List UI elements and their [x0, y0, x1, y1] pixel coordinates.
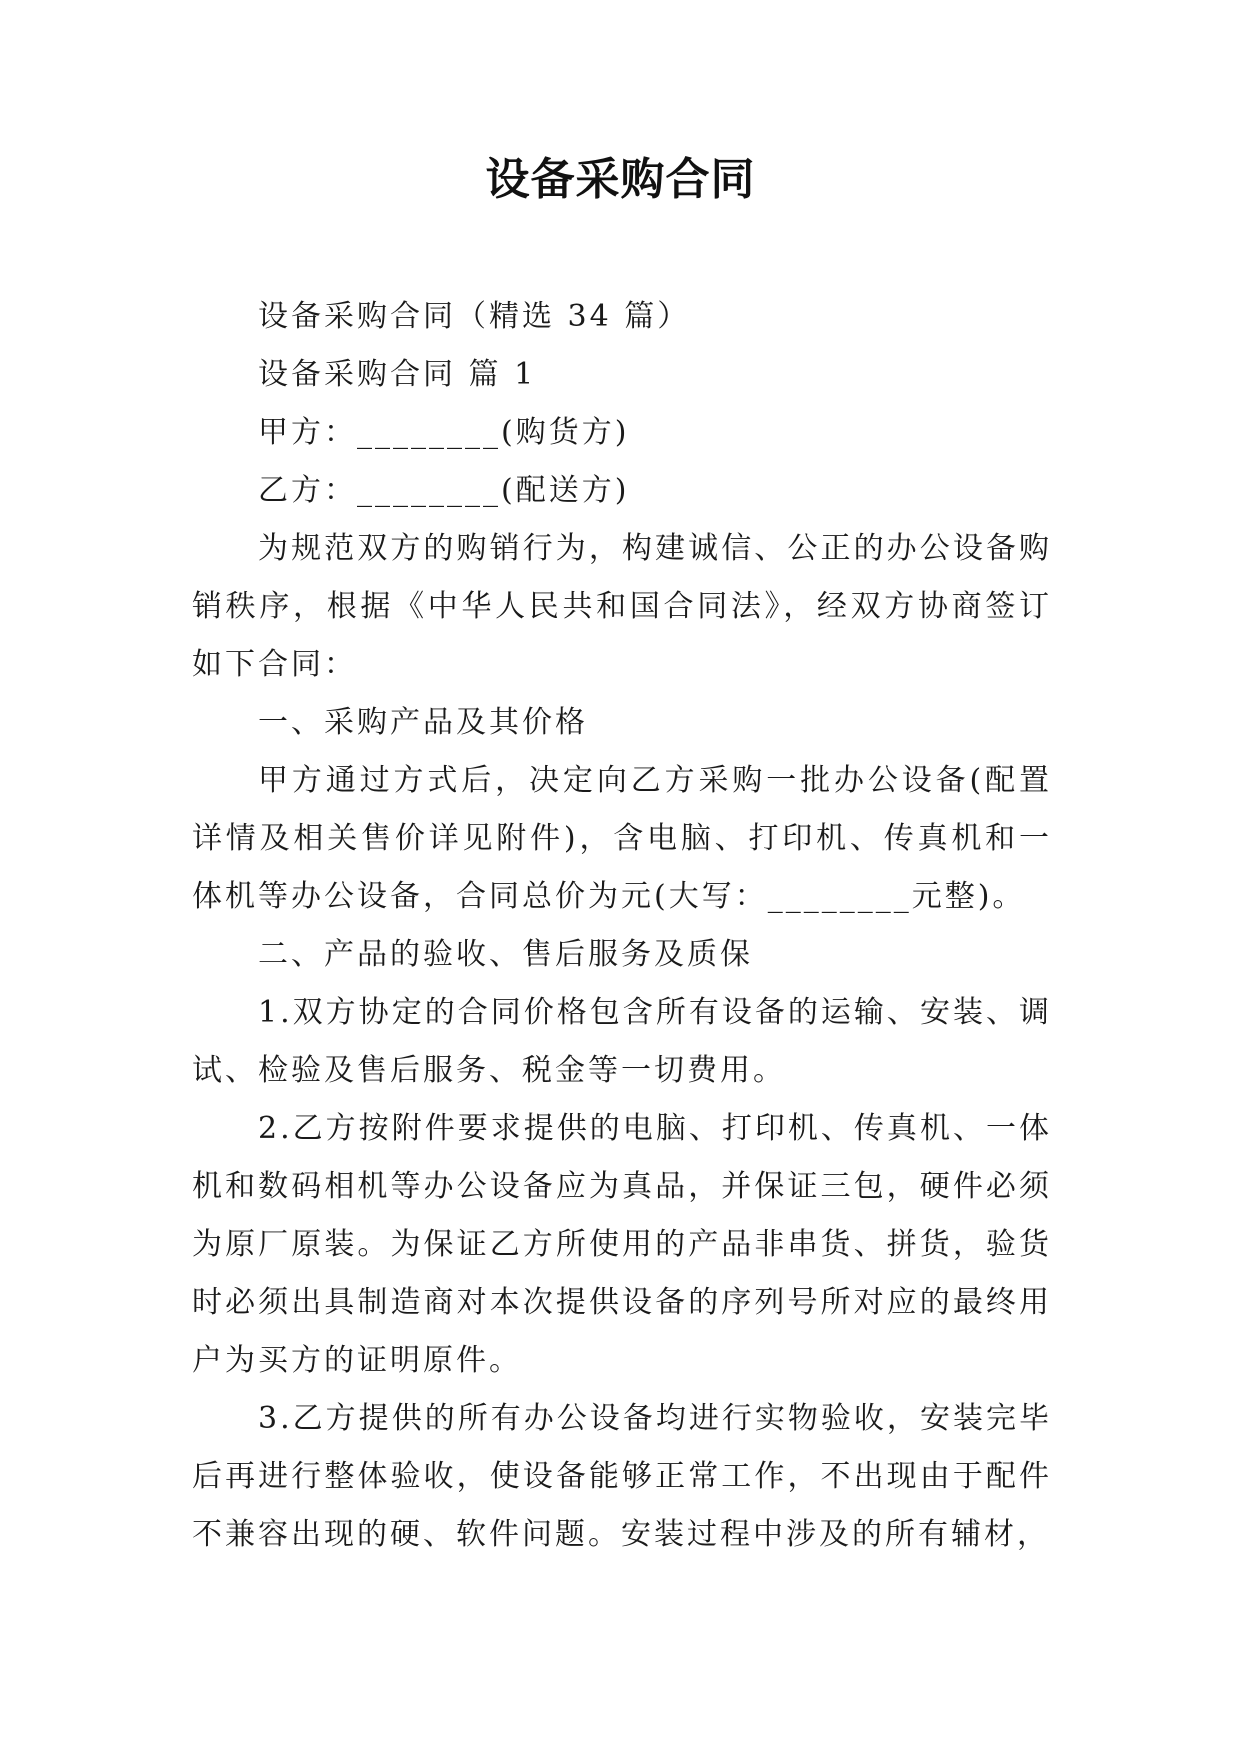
paragraph-party-b: 乙方：________(配送方): [258, 473, 630, 508]
paragraph-preamble: 为规范双方的购销行为，构建诚信、公正的办公设备购销秩序，根据《中华人民共和国合同法》，经双方协商签订如下合同：: [192, 531, 1052, 682]
document-title: 设备采购合同: [485, 154, 756, 205]
paragraph-clause-1: 1.双方协定的合同价格包含所有设备的运输、安装、调试、检验及售后服务、税金等一切费用。: [192, 995, 1052, 1088]
document-body: [192, 288, 1052, 1564]
paragraph-section-heading: 设备采购合同 篇 1: [258, 357, 537, 392]
paragraph-clause-2: 2.乙方按附件要求提供的电脑、打印机、传真机、一体机和数码相机等办公设备应为真品，并保证三包，硬件必须为原厂原装。为保证乙方所使用的产品非串货、拼货，验货时必须出具制造商对本次提供设备的序列号所对应的最终用户为买方的证明原件。: [192, 1111, 1052, 1378]
paragraph-heading-2: 二、产品的验收、售后服务及质保: [258, 937, 753, 972]
paragraph-party-a: 甲方：________(购货方): [258, 415, 630, 450]
paragraph-clause-3: 3.乙方提供的所有办公设备均进行实物验收，安装完毕后再进行整体验收，使设备能够正常工作，不出现由于配件不兼容出现的硬、软件问题。安装过程中涉及的所有辅材，: [192, 1401, 1052, 1552]
paragraph-heading-1: 一、采购产品及其价格: [258, 705, 588, 740]
paragraph-subtitle: 设备采购合同（精选 34 篇）: [258, 299, 691, 334]
paragraph-purchase-details: 甲方通过方式后，决定向乙方采购一批办公设备(配置详情及相关售价详见附件)，含电脑、打印机、传真机和一体机等办公设备，合同总价为元(大写：________元整)。: [192, 763, 1052, 914]
